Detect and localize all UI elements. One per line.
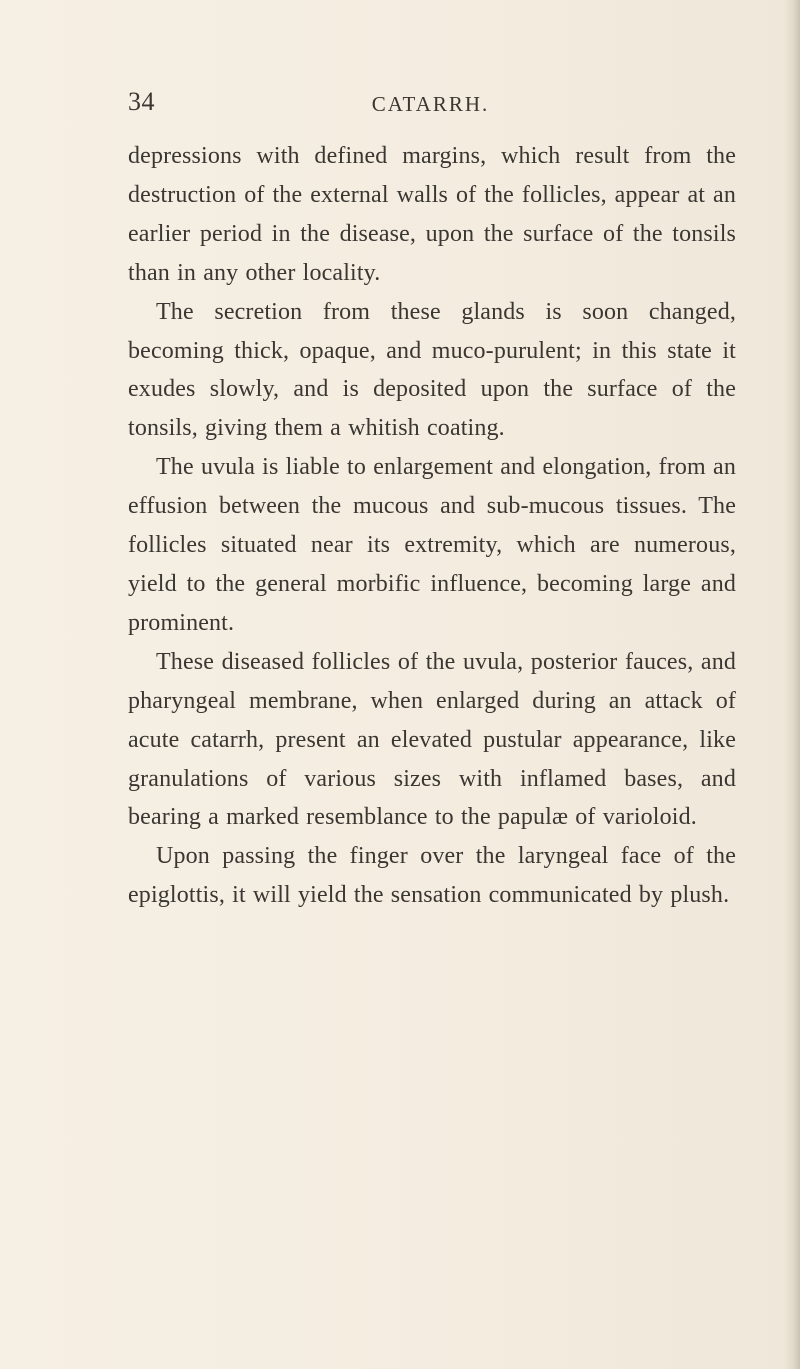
running-title: CATARRH. <box>371 92 490 116</box>
paragraph-5: Upon passing the finger over the laryngeal face of the epiglottis, it will yield the sensation communicated by plush. <box>128 843 736 909</box>
page-number: 34 <box>128 87 155 116</box>
paragraph-3: The uvula is liable to enlargement and elongation, from an effusion between the mucous and sub-mucous tissues. The follicles situated near its extremity, which are numerous, yield to the general morbific influence, becoming large and prominent. <box>128 454 736 636</box>
running-head <box>128 84 733 120</box>
page-edge-shadow <box>784 0 800 1369</box>
paragraph-4: These diseased follicles of the uvula, posterior fauces, and pharyngeal membrane, when enlarged during an attack of acute catarrh, present an elevated pustular appearance, like granulations of various sizes with inflamed bases, and bearing a marked resemblance to the papulæ of varioloid. <box>128 648 736 831</box>
paragraph-2: The secretion from these glands is soon changed, becoming thick, opaque, and muco-purulent; in this state it exudes slowly, and is deposited upon the surface of the tonsils, giving them a whitish coating. <box>128 298 736 442</box>
paragraph-1: depressions with defined margins, which result from the destruction of the external walls of the follicles, appear at an earlier period in the disease, upon the surface of the tonsils than in any other locality. <box>128 143 736 286</box>
body-text <box>128 137 736 915</box>
